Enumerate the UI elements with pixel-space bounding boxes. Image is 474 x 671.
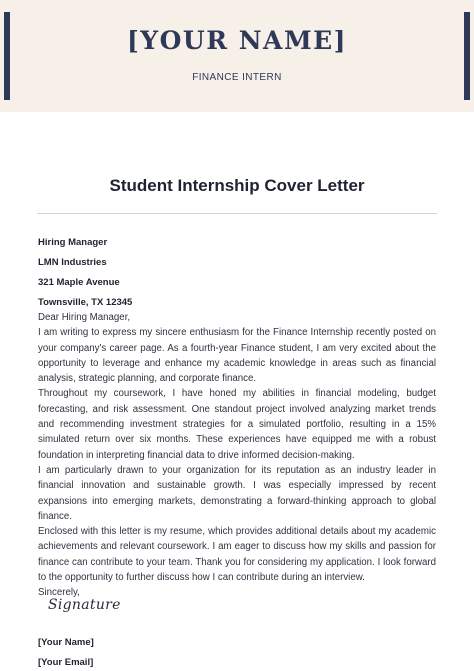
closing-line: Sincerely, bbox=[38, 587, 80, 599]
paragraph-closing: Enclosed with this letter is my resume, which provides additional details about my academic achievements and relevant coursework. I am eager to discuss how my skills and passion for finance can contribute to your team. Thank you for considering my application. I look forward to the opportunity to further discuss how I can contribute during an interview. bbox=[38, 526, 436, 584]
header-band bbox=[0, 0, 474, 112]
recipient-company: LMN Industries bbox=[38, 257, 107, 268]
signer-name: [Your Name] bbox=[38, 637, 94, 648]
paragraph-motivation: I am particularly drawn to your organization for its reputation as an industry leader in financial innovation and sustainable growth. I was especially impressed by recent expansions into emerging markets, demonstrating a forward-thinking approach to global finance. bbox=[38, 464, 436, 522]
letter-body bbox=[38, 310, 436, 601]
signer-email: [Your Email] bbox=[38, 657, 94, 668]
title-divider bbox=[37, 213, 437, 214]
paragraph-experience: Throughout my coursework, I have honed my abilities in financial modeling, budget forecasting, and risk assessment. One standout project involved analyzing market trends and recommending investment strategies for a simulated portfolio, resulting in a 15% simulated return over six months. These experiences have equipped me with a robust foundation in interpreting financial data to drive informed decision-making. bbox=[38, 388, 436, 461]
salutation: Dear Hiring Manager, bbox=[38, 312, 131, 323]
recipient-street: 321 Maple Avenue bbox=[38, 277, 120, 288]
recipient-title: Hiring Manager bbox=[38, 237, 108, 248]
signature-script: Signature bbox=[48, 597, 121, 613]
document-title: Student Internship Cover Letter bbox=[109, 176, 365, 195]
recipient-city: Townsville, TX 12345 bbox=[38, 297, 133, 308]
applicant-role: FINANCE INTERN bbox=[192, 72, 282, 83]
paragraph-intro: I am writing to express my sincere enthusiasm for the Finance Internship recently posted on your company's career page. As a fourth-year Finance student, I am very excited about the opportunity to leverage and enhance my academic knowledge in areas such as financial analysis, strategic planning, and corporate finance. bbox=[38, 327, 436, 385]
applicant-name: [YOUR NAME] bbox=[126, 26, 348, 55]
